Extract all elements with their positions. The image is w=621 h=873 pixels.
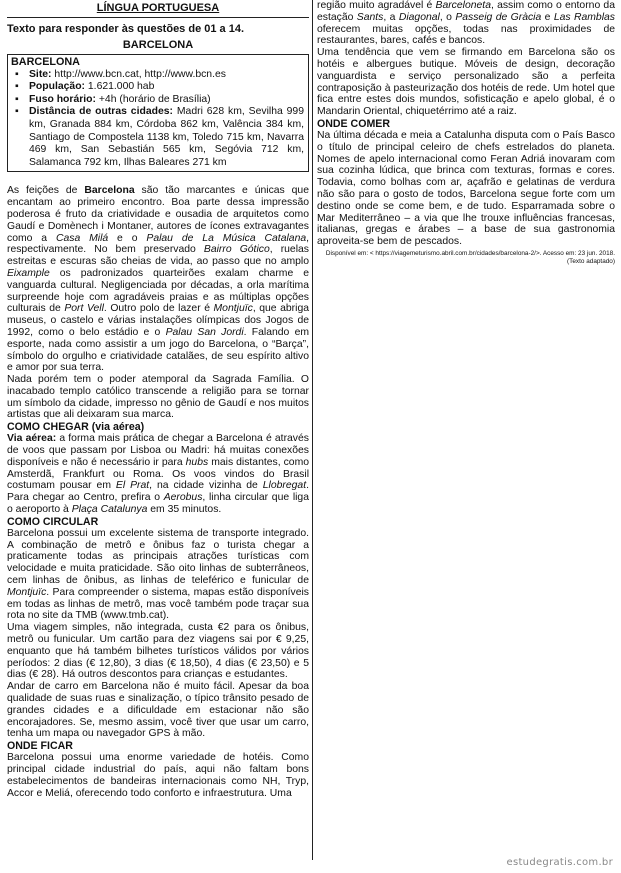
info-item-site (11, 69, 304, 82)
paragraph-regioes: região muito agradável é Barceloneta, assim como o entorno da estação Sants, a Diagonal, o Passeig de Gràcia e Las Ramblas oferecem muitas opções, todas nas proximidades de restaurantes, bares, cafés e bancos. (317, 0, 615, 47)
info-value: +4h (horário de Brasília) (98, 93, 211, 105)
heading-onde-comer: ONDE COMER (317, 117, 390, 130)
left-column (7, 0, 309, 799)
paragraph-gastronomia: Na última década e meia a Catalunha disputa com o País Basco o título de principal celeiro de chefs estrelados do planeta. Nomes de apelo internacional como Feran Adriá inovaram com sua cozinha lúdica, que brinca com texturas, formas e cores. Todavia, como bolhas com ar, açafrão e gelatinas de verdura não são para o gosto de todos, Barcelona segue forte com um destino onde se come bem, e de tudo. Esparramada sobre o Mar Mediterrâneo – a via que lhe trouxe influências francesas, italianas, gregas e árabes – a base de sua gastronomia aproveita-se bem de pescados. (317, 129, 615, 248)
info-key: Distância de outras cidades: (29, 106, 173, 118)
heading-como-circular: COMO CIRCULAR (7, 515, 99, 528)
info-item-timezone (11, 94, 304, 107)
article-left (7, 185, 309, 799)
subject-header: LÍNGUA PORTUGUESA (7, 0, 309, 18)
paragraph-sagrada-familia: Nada porém tem o poder atemporal da Sagrada Família. O inacabado templo católico transcende a religião para se tornar um símbolo da cidade, impresso no gênio de Gaudí e nos muitos artistas que ali deixaram sua marca. (7, 374, 309, 421)
source-citation: Disponível em: < https://viagemeturismo.abril.com.br/cidades/barcelona-2/>. Acesso em: 23 jun. 2018. (Texto adaptado) (325, 249, 615, 265)
info-value: 1.621.000 hab (87, 81, 155, 93)
info-value: http://www.bcn.cat, http://www.bcn.es (54, 68, 226, 80)
heading-como-chegar: COMO CHEGAR (via aérea) (7, 421, 145, 434)
bullet-icon: ▪ (15, 93, 19, 105)
paragraph-carro: Andar de carro em Barcelona não é muito fácil. Apesar da boa qualidade de suas ruas e sinalização, o típico trânsito pesado de grandes cidades e a dificuldade em estacionar não são encorajadores. Se, mesmo assim, você tiver que usar um carro, tenha um mapa ou navegador GPS à mão. (7, 681, 309, 740)
info-list (11, 69, 304, 170)
info-item-population (11, 81, 304, 94)
info-key: Fuso horário: (29, 93, 96, 105)
info-value: Madri 628 km, Sevilha 999 km, Granada 884 km, Córdoba 862 km, Valência 384 km, Santiago de Compostela 1138 km, Toledo 715 km, Navarra 469 km, San Sebastián 565 km, Segóvia 712 km, Salamanca 792 km, Ilhas Baleares 271 km (29, 106, 304, 168)
heading-onde-ficar: ONDE FICAR (7, 740, 73, 753)
paragraph-transporte: Barcelona possui um excelente sistema de transporte integrado. A combinação de metrô e ônibus faz o turista chegar a praticamente todas as principais atrações turísticas com velocidade e muita praticidade. São oito linhas de subterrâneos, cem linhas de ônibus, as linhas de teleférico e funicular de Montjuïc. Para compreender o sistema, mapas estão disponíveis em todas as linhas de metrô, mas você também pode traçar sua rota no site da TMB (www.tmb.cat). (7, 527, 309, 622)
info-box-title: BARCELONA (11, 56, 80, 68)
info-item-distances (11, 106, 304, 169)
bullet-icon: ▪ (15, 68, 19, 80)
paragraph-intro: As feições de Barcelona são tão marcantes e únicas que encantam ao primeiro encontro. Boa parte dessa impressão poderosa é fruto da criatividade e ousadia de arquitetos como Gaudí e Domènech i Montaner, autores de ícones extravagantes como a Casa Milá e o Palau de La Música Catalana, respectivamente. No bem preservado Bairro Gótico, ruelas estreitas e escuras são cheias de vida, ao passo que no amplo Eixample os padronizados quarteirões exalam charme e vanguarda cultural. Negligenciada por décadas, a orla marítima surpreende hoje com agradáveis praias e as múltiplas opções culturais de Port Vell. Outro polo de lazer é Montjuïc, que abriga museus, o castelo e várias instalações olímpicas dos Jogos de 1992, como o belo estádio e o Palau San Jordi. Falando em esporte, nada como assistir a um jogo do Barcelona, o “Barça”, símbolo do orgulho e criatividade catalães, de seu espírito altivo e amor por sua terra. (7, 185, 310, 374)
paragraph-via-aerea: Via aérea: a forma mais prática de chegar a Barcelona é através de voos que passam por Lisboa ou Madri: há muitas conexões disponíveis e não é necessário ir para hubs mais distantes, como Amsterdã, Frankfurt ou Roma. Os voos vindos do Brasil costumam pousar em El Prat, na cidade vizinha de Llobregat. Para chegar ao Centro, prefira o Aerobus, linha circular que liga o aeroporto à Plaça Catalunya em 35 minutos. (7, 433, 310, 516)
article-right (317, 0, 615, 248)
paragraph-hoteis: Barcelona possui uma enorme variedade de hotéis. Como principal cidade industrial do país, aqui não faltam bons estabelecimentos de bandeiras internacionais como NH, Tryp, Accor e Meliá, oferecendo todo conforto e infraestrutura. Uma (7, 752, 309, 799)
watermark: estudegratis.com.br (506, 857, 613, 868)
paragraph-precos: Uma viagem simples, não integrada, custa €2 para os ônibus, metrô ou funicular. Um cartão para dez viagens sai por € 9,25, enquanto que há também bilhetes turísticos válidos por vários períodos: 2 dias (€ 12,80), 3 dias (€ 18,50), 4 dias (€ 23,50) e 5 dias (€ 28). Há outros descontos para crianças e estudantes. (7, 622, 309, 681)
info-key: População: (29, 81, 86, 93)
bullet-icon: ▪ (15, 81, 19, 93)
column-divider (312, 0, 313, 860)
right-column (317, 0, 615, 266)
bullet-icon: ▪ (15, 106, 19, 118)
info-key: Site: (29, 68, 52, 80)
document-title: BARCELONA (122, 39, 194, 51)
info-box (7, 54, 309, 172)
intro-line: Texto para responder às questões de 01 a 14. (7, 23, 245, 35)
paragraph-hoteis-butique: Uma tendência que vem se firmando em Barcelona são os hotéis e albergues butique. Móveis de design, decoração vanguardista e serviço personalizado são a perfeita contraposição à pasteurização dos hotéis de rede. Um hotel que fica entre estes dois mundos, sofisticação e apelo global, é o Mandarin Oriental, chiquetérrimo até a raiz. (317, 47, 615, 118)
